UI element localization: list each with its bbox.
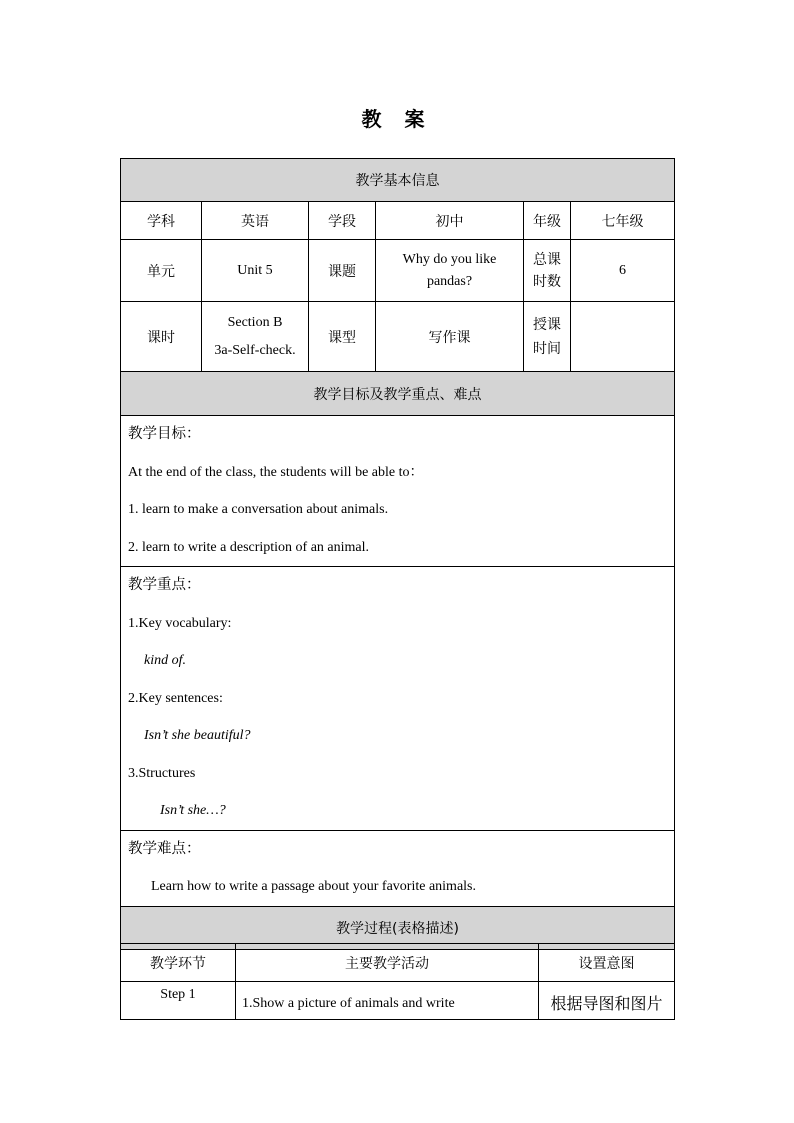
basic-row-1 bbox=[121, 202, 675, 240]
process-table bbox=[120, 943, 675, 1020]
objective-item: 1. learn to make a conversation about animals. bbox=[128, 502, 389, 517]
process-row bbox=[121, 982, 675, 1020]
page-title: 教 案 bbox=[361, 107, 433, 131]
value-grade: 七年级 bbox=[571, 202, 675, 240]
topic-line-2: pandas? bbox=[426, 273, 473, 289]
difficult-points-section bbox=[121, 830, 675, 906]
key-sentences-label: 2.Key sentences: bbox=[128, 690, 223, 706]
process-columns bbox=[121, 944, 675, 982]
difficult-point: Learn how to write a passage about your favorite animals. bbox=[151, 879, 477, 894]
structure: Isn’t she…? bbox=[160, 803, 226, 818]
label-period: 课时 bbox=[121, 302, 202, 372]
key-sentence: Isn’t she beautiful? bbox=[144, 728, 251, 743]
structures-label: 3.Structures bbox=[128, 765, 196, 781]
value-teaching-time bbox=[571, 302, 675, 372]
objectives-intro: At the end of the class, the students will be able to： bbox=[128, 464, 424, 480]
label-grade: 年级 bbox=[524, 202, 571, 240]
total-periods-line-2: 时数 bbox=[533, 273, 561, 290]
col-activity: 主要教学活动 bbox=[236, 944, 539, 982]
objectives-label: 教学目标： bbox=[128, 426, 201, 442]
value-subject: 英语 bbox=[202, 202, 309, 240]
teaching-time-line-2: 时间 bbox=[533, 340, 561, 357]
key-vocab-label: 1.Key vocabulary: bbox=[128, 615, 232, 631]
label-lesson-type: 课型 bbox=[309, 302, 376, 372]
period-line-2: 3a-Self-check. bbox=[214, 342, 296, 358]
label-total-periods bbox=[524, 240, 571, 302]
label-topic: 课题 bbox=[309, 240, 376, 302]
lesson-plan-table bbox=[120, 158, 675, 950]
goals-header: 教学目标及教学重点、难点 bbox=[121, 372, 675, 416]
value-topic bbox=[376, 240, 524, 302]
objectives-section bbox=[121, 416, 675, 567]
value-unit: Unit 5 bbox=[202, 240, 309, 302]
teaching-time-line-1: 授课 bbox=[533, 316, 561, 333]
difficult-points-label: 教学难点： bbox=[128, 840, 201, 857]
value-period bbox=[202, 302, 309, 372]
label-subject: 学科 bbox=[121, 202, 202, 240]
period-line-1: Section B bbox=[227, 314, 283, 330]
total-periods-line-1: 总课 bbox=[533, 251, 561, 268]
intent-cell: 根据导图和图片 bbox=[539, 982, 675, 1020]
label-unit: 单元 bbox=[121, 240, 202, 302]
process-header: 教学过程(表格描述) bbox=[121, 906, 675, 949]
label-stage: 学段 bbox=[309, 202, 376, 240]
key-points-section bbox=[121, 567, 675, 831]
basic-row-2 bbox=[121, 240, 675, 302]
step-cell: Step 1 bbox=[121, 982, 236, 1020]
activity-cell: 1.Show a picture of animals and write bbox=[236, 982, 539, 1020]
basic-info-header: 教学基本信息 bbox=[121, 159, 675, 202]
basic-row-3 bbox=[121, 302, 675, 372]
col-intent: 设置意图 bbox=[539, 944, 675, 982]
label-teaching-time bbox=[524, 302, 571, 372]
col-step: 教学环节 bbox=[121, 944, 236, 982]
topic-line-1: Why do you like bbox=[402, 251, 497, 267]
value-stage: 初中 bbox=[376, 202, 524, 240]
value-total-periods: 6 bbox=[571, 240, 675, 302]
key-vocab: kind of. bbox=[144, 653, 186, 668]
objective-item: 2. learn to write a description of an animal. bbox=[128, 539, 370, 555]
key-points-label: 教学重点： bbox=[128, 577, 201, 593]
value-lesson-type: 写作课 bbox=[376, 302, 524, 372]
